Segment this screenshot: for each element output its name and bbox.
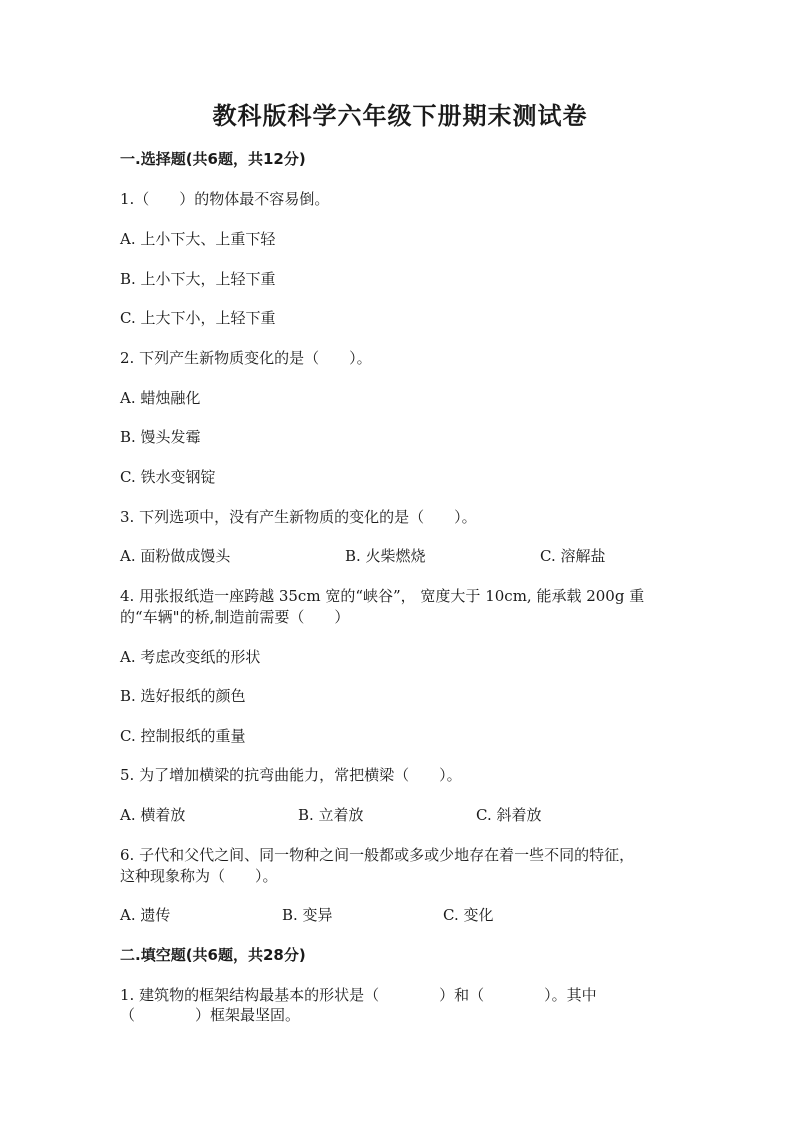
question-5-option-b: B. 立着放 [298, 806, 364, 824]
question-5-stem: 5. 为了增加横梁的抗弯曲能力，常把横梁（ ）。 [120, 766, 462, 784]
question-4-option-b: B. 选好报纸的颜色 [120, 687, 246, 705]
question-6-option-b: B. 变异 [282, 906, 333, 924]
question-6-stem-line-1: 6. 子代和父代之间、同一物种之间一般都或多或少地存在着一些不同的特征， [120, 846, 635, 864]
question-1-stem: 1.（ ）的物体最不容易倒。 [120, 190, 330, 208]
question-2-stem: 2. 下列产生新物质变化的是（ ）。 [120, 349, 372, 367]
section-heading-choice: 一.选择题(共6题，共12分) [120, 150, 306, 168]
question-6-stem-line-2: 这种现象称为（ ）。 [120, 867, 278, 885]
question-4-option-c: C. 控制报纸的重量 [120, 727, 246, 745]
fill-blank-1-line-1: 1. 建筑物的框架结构最基本的形状是（ ）和（ ）。其中 [120, 986, 597, 1004]
question-1-option-a: A. 上小下大、上重下轻 [120, 230, 276, 248]
question-6-option-c: C. 变化 [443, 906, 494, 924]
question-2-option-c: C. 铁水变钢锭 [120, 468, 216, 486]
question-5-option-a: A. 横着放 [120, 806, 186, 824]
question-2-option-b: B. 馒头发霉 [120, 428, 201, 446]
question-6-option-a: A. 遗传 [120, 906, 171, 924]
question-4-option-a: A. 考虑改变纸的形状 [120, 648, 261, 666]
question-5-option-c: C. 斜着放 [476, 806, 542, 824]
fill-blank-1-line-2: （ ）框架最坚固。 [120, 1006, 301, 1024]
question-1-option-b: B. 上小下大，上轻下重 [120, 270, 276, 288]
question-4-stem-line-1: 4. 用张报纸造一座跨越 35cm 宽的“峡谷”， 宽度大于 10cm, 能承载 200g 重 [120, 587, 645, 605]
question-3-option-a: A. 面粉做成馒头 [120, 547, 231, 565]
question-4-stem-line-2: 的“车辆"的桥,制造前需要（ ） [120, 608, 350, 626]
question-3-option-b: B. 火柴燃烧 [345, 547, 426, 565]
question-1-option-c: C. 上大下小，上轻下重 [120, 309, 276, 327]
exam-title: 教科版科学六年级下册期末测试卷 [212, 102, 588, 130]
question-3-stem: 3. 下列选项中，没有产生新物质的变化的是（ ）。 [120, 508, 477, 526]
question-2-option-a: A. 蜡烛融化 [120, 389, 201, 407]
section-heading-fill-blank: 二.填空题(共6题，共28分) [120, 946, 306, 964]
question-3-option-c: C. 溶解盐 [540, 547, 606, 565]
